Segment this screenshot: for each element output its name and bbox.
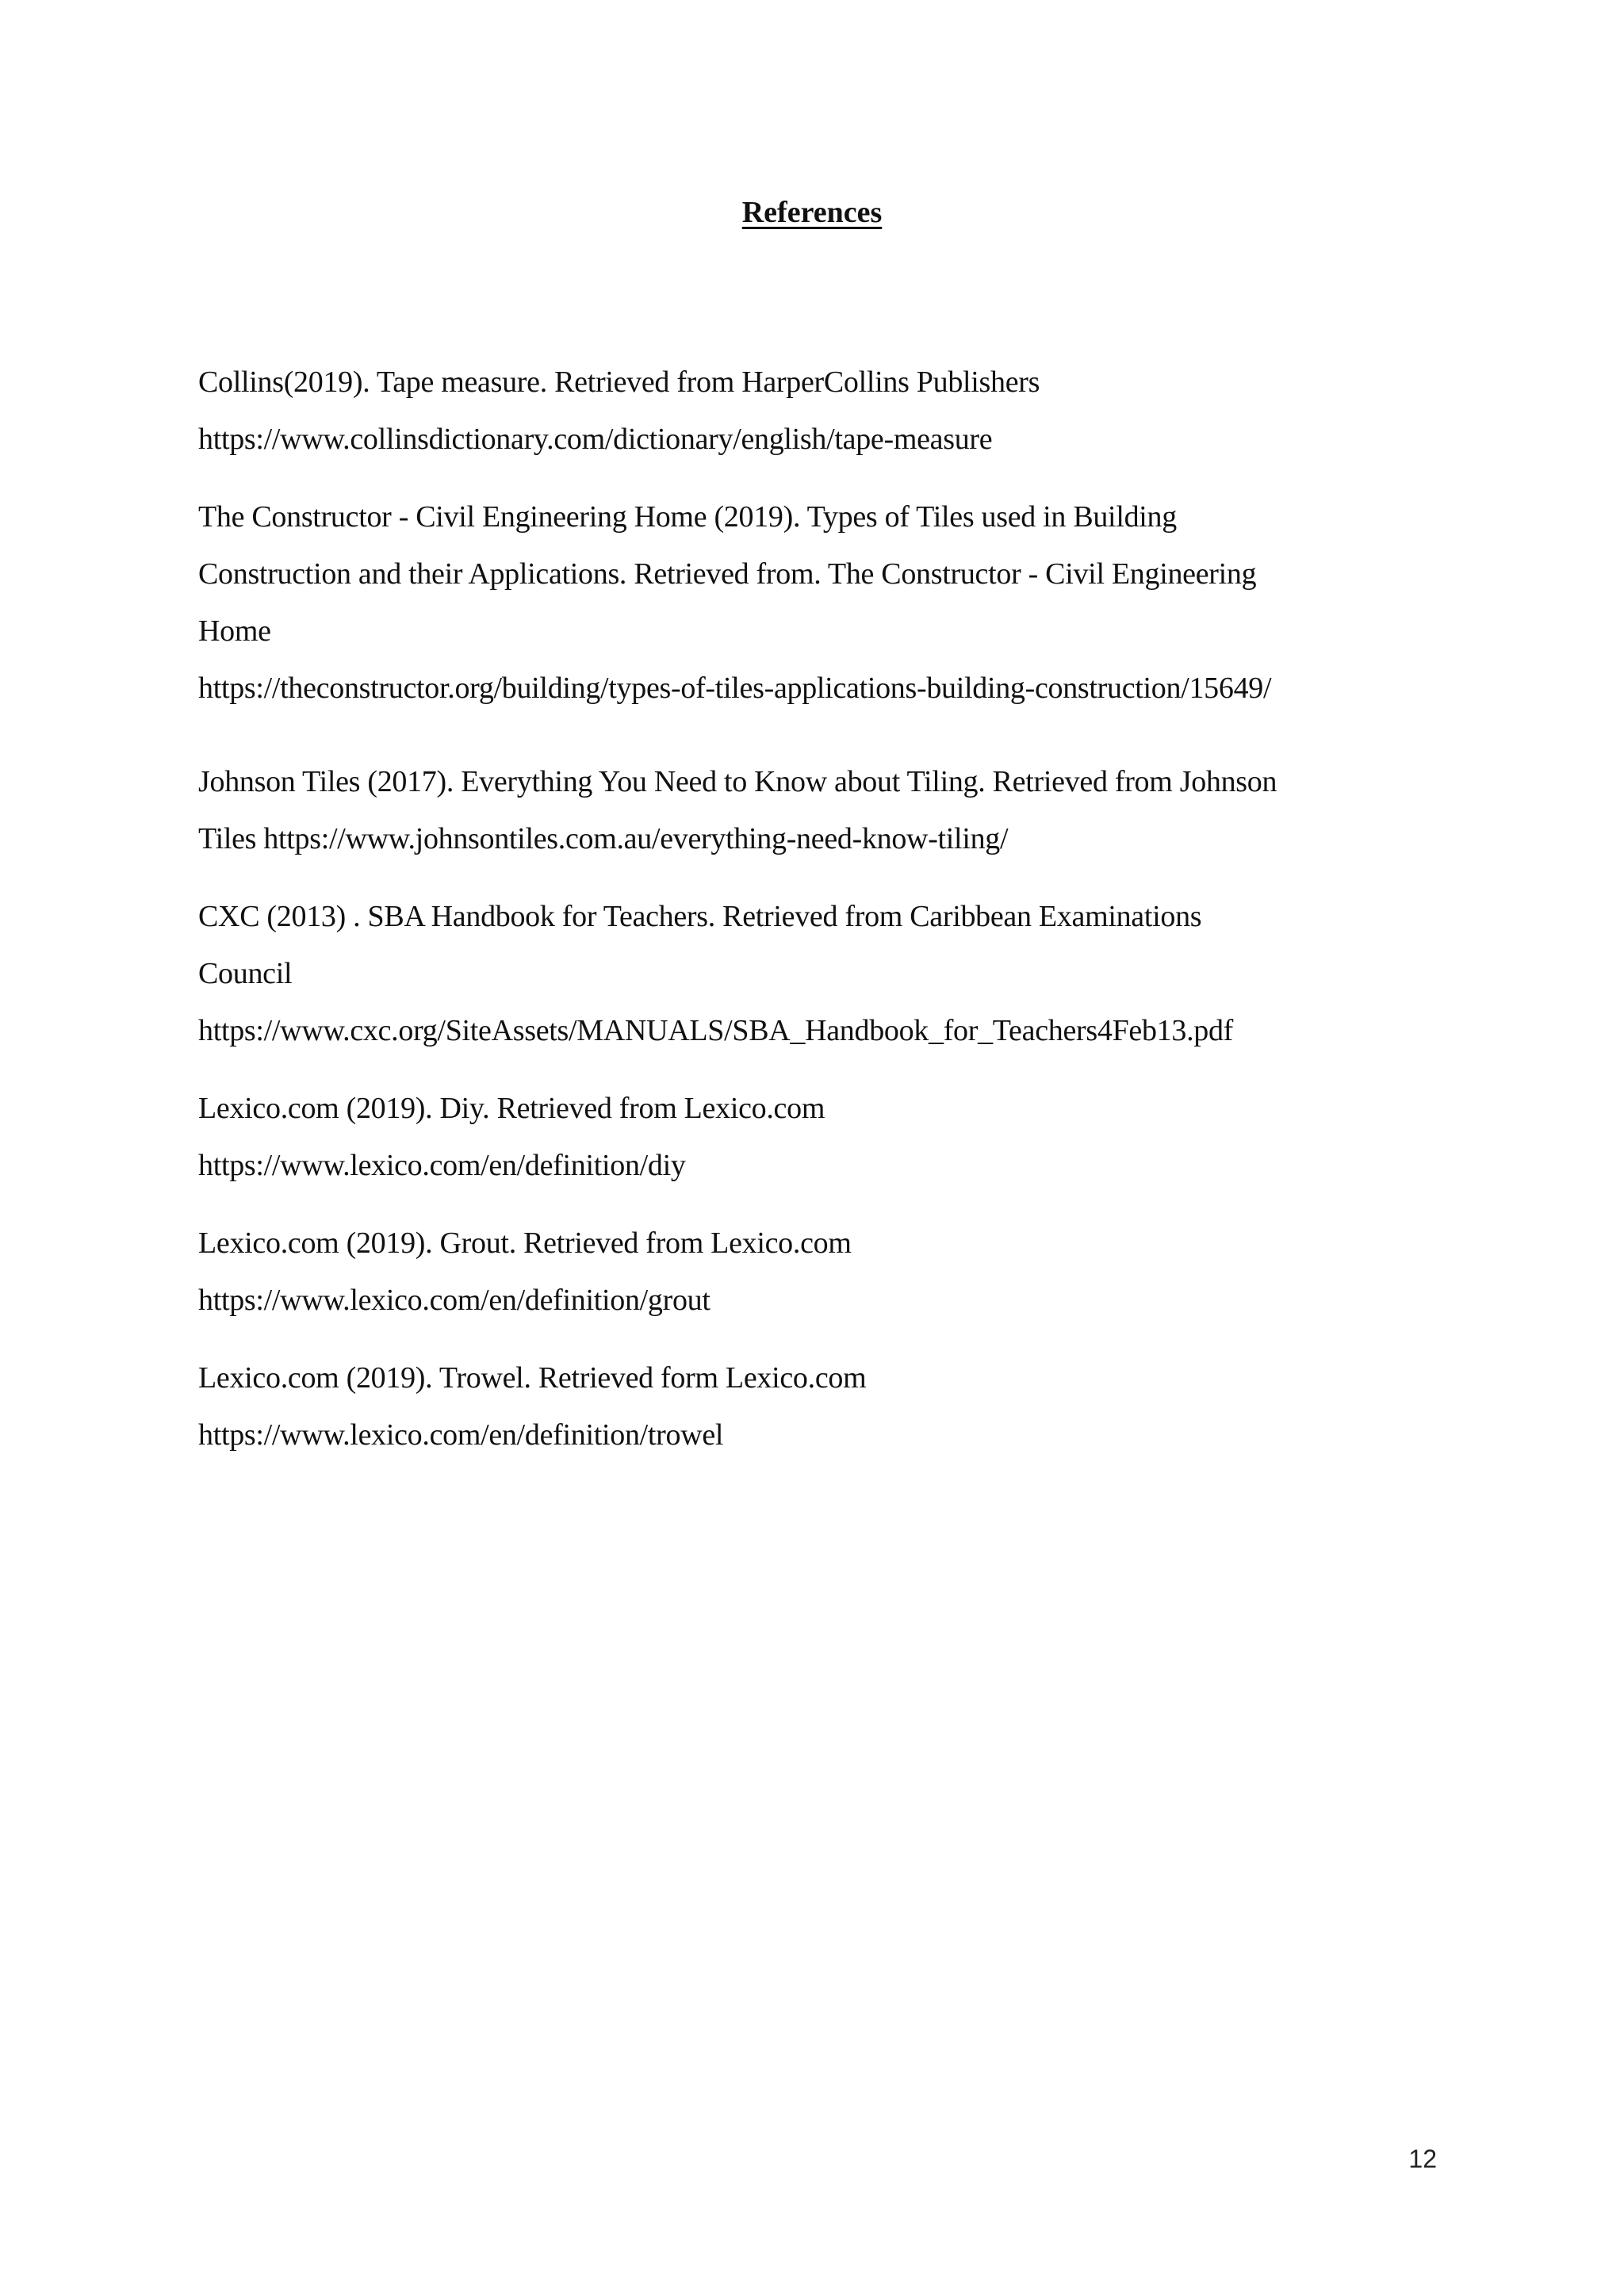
reference-url[interactable]: https://www.cxc.org/SiteAssets/MANUALS/SBA_Handbook_for_Teachers4Feb13.pdf — [198, 1014, 1234, 1047]
reference-url[interactable]: https://www.lexico.com/en/definition/diy — [198, 1149, 686, 1182]
reference-url[interactable]: https://www.lexico.com/en/definition/trowel — [198, 1418, 724, 1452]
reference-url[interactable]: https://www.lexico.com/en/definition/grout — [198, 1284, 710, 1317]
references-heading: References — [741, 196, 883, 229]
reference-line: Johnson Tiles (2017). Everything You Need to Know about Tiling. Retrieved from Johnson — [198, 765, 1277, 798]
page-number: 12 — [1408, 2145, 1437, 2173]
reference-url[interactable]: https://theconstructor.org/building/types-of-tiles-applications-building-construction/15649/ — [198, 672, 1272, 705]
reference-entry-johnson-tiles — [198, 753, 1435, 867]
reference-entry-collins — [198, 354, 1435, 468]
reference-entry-cxc — [198, 888, 1435, 1059]
reference-line: Tiles https://www.johnsontiles.com.au/everything-need-know-tiling/ — [198, 822, 1009, 855]
reference-line: Construction and their Applications. Retrieved from. The Constructor - Civil Engineering — [198, 557, 1257, 591]
reference-line: Lexico.com (2019). Diy. Retrieved from Lexico.com — [198, 1092, 825, 1125]
reference-line: Lexico.com (2019). Trowel. Retrieved form Lexico.com — [198, 1361, 867, 1395]
reference-list — [198, 354, 1435, 1484]
reference-line: The Constructor - Civil Engineering Home (2019). Types of Tiles used in Building — [198, 500, 1177, 534]
reference-line: Home — [198, 614, 271, 648]
reference-entry-lexico-grout — [198, 1215, 1435, 1329]
reference-entry-lexico-diy — [198, 1080, 1435, 1194]
reference-entry-lexico-trowel — [198, 1349, 1435, 1464]
reference-entry-constructor — [198, 488, 1435, 717]
reference-line: Collins(2019). Tape measure. Retrieved from HarperCollins Publishers — [198, 365, 1040, 399]
reference-line: Lexico.com (2019). Grout. Retrieved from Lexico.com — [198, 1226, 852, 1260]
reference-line: CXC (2013) . SBA Handbook for Teachers. Retrieved from Caribbean Examinations — [198, 900, 1202, 933]
reference-url[interactable]: https://www.collinsdictionary.com/dictionary/english/tape-measure — [198, 423, 993, 456]
reference-line: Council — [198, 957, 293, 990]
